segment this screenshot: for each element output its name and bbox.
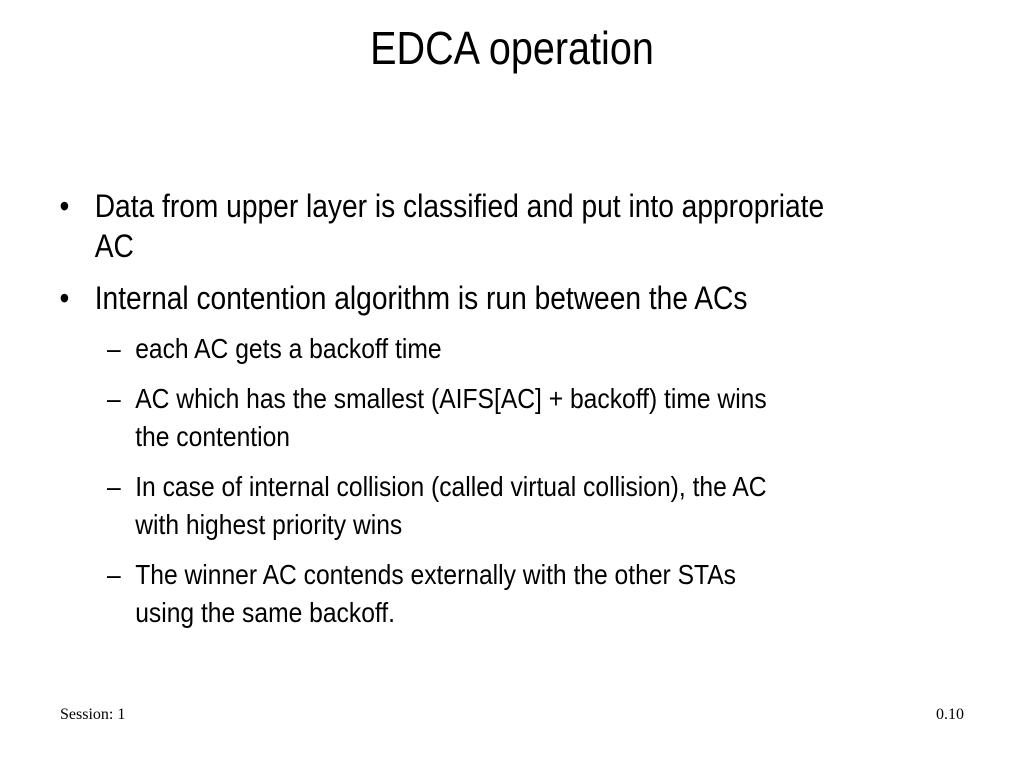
- dash-marker: –: [107, 559, 121, 590]
- slide-title: EDCA operation: [370, 22, 654, 74]
- bullet-text-line: Data from upper layer is classified and put into appropriate: [94, 188, 825, 224]
- bullet-item: [56, 186, 1010, 266]
- footer-slide-number: 0.10: [936, 706, 964, 723]
- sub-bullet-item: [56, 330, 1015, 368]
- sub-bullet-text-line: AC which has the smallest (AIFS[AC] + backoff) time wins: [135, 383, 767, 414]
- sub-bullet-text-line: using the same backoff.: [135, 597, 395, 628]
- bullet-text-line: Internal contention algorithm is run between the ACs: [94, 280, 748, 316]
- sub-bullet-text-line: with highest priority wins: [135, 509, 403, 540]
- sub-bullet-item: [56, 556, 1015, 632]
- sub-bullet-text-line: each AC gets a backoff time: [135, 333, 442, 364]
- sub-bullet-text-line: The winner AC contends externally with the other STAs: [135, 559, 736, 590]
- bullet-item: [56, 278, 1010, 318]
- footer-session: Session: 1: [60, 706, 126, 723]
- sub-bullet-text-line: the contention: [135, 421, 291, 452]
- bullet-marker: •: [59, 280, 70, 316]
- sub-bullet-item: [56, 468, 1015, 544]
- dash-marker: –: [107, 333, 121, 364]
- sub-bullet-item: [56, 380, 1015, 456]
- bullet-text-line: AC: [94, 228, 134, 264]
- dash-marker: –: [107, 471, 121, 502]
- dash-marker: –: [107, 383, 121, 414]
- bullet-marker: •: [59, 188, 70, 224]
- slide-body: [56, 186, 986, 644]
- sub-bullet-text-line: In case of internal collision (called virtual collision), the AC: [135, 471, 767, 502]
